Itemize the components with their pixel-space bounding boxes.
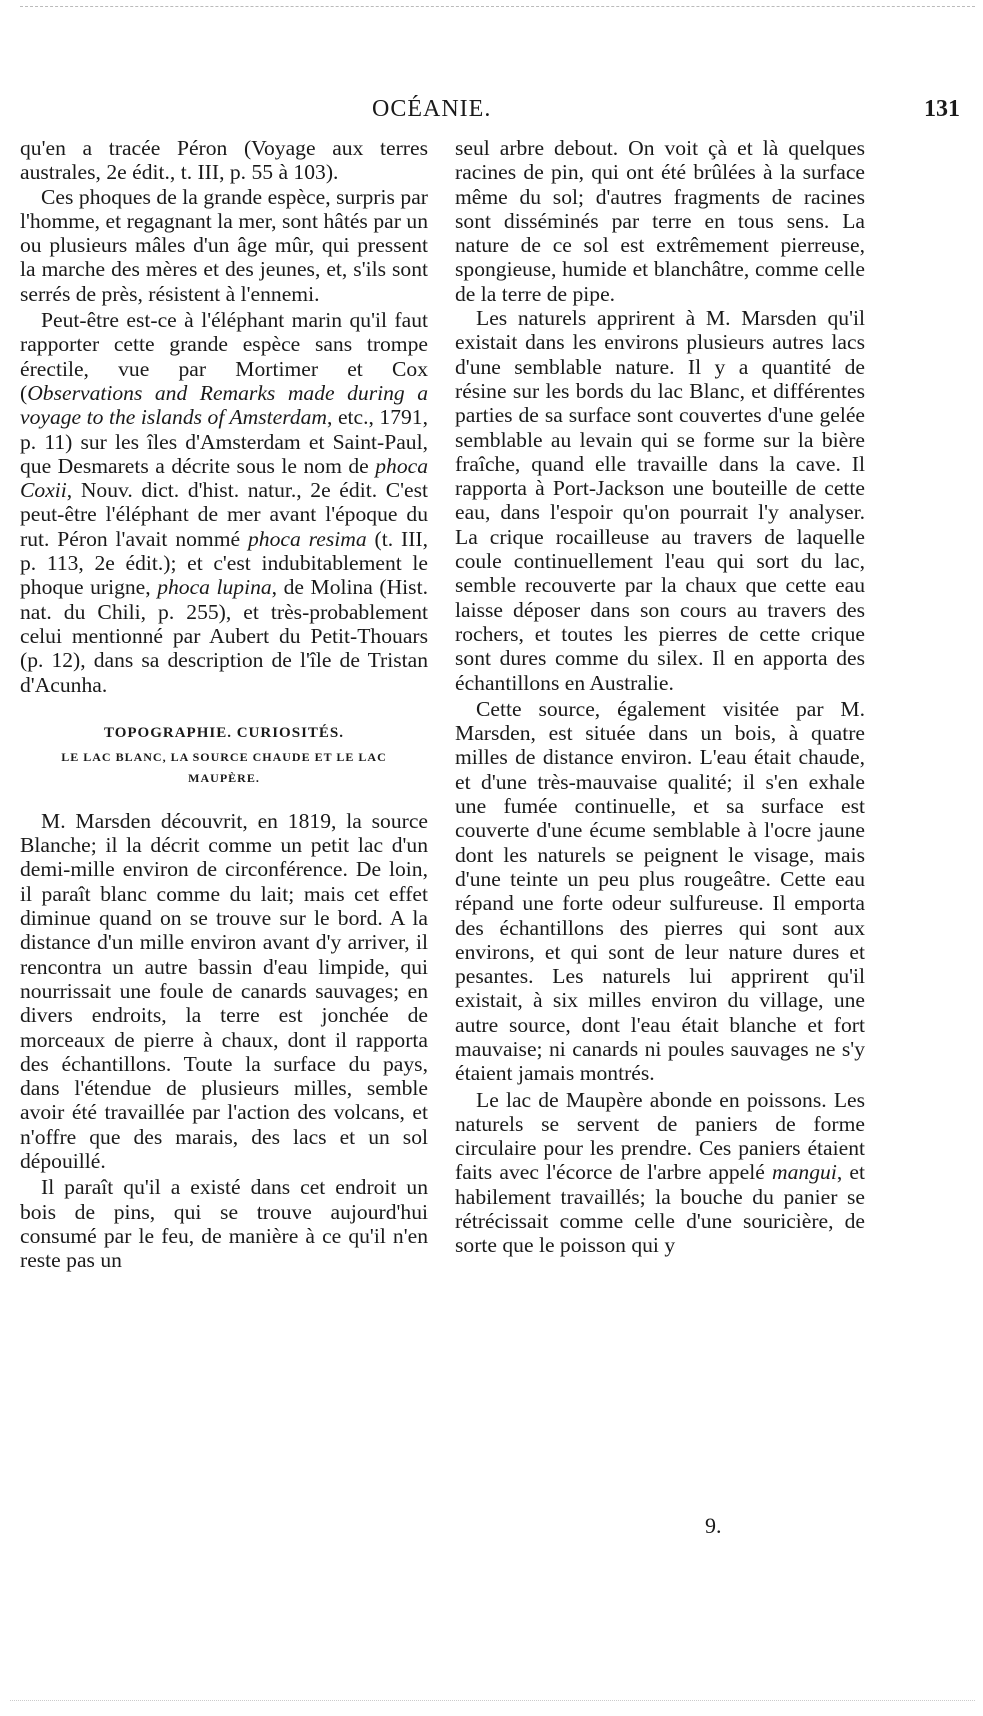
section-heading: TOPOGRAPHIE. CURIOSITÉS. (103, 724, 345, 741)
paragraph: Ces phoques de la grande espèce, surpris par l'homme, et regagnant la mer, sont hâtés par un ou plusieurs mâles d'un âge mûr, qui pressent la marche des mères et des jeunes, et, s'ils sont serrés de près, résistent à l'ennemi. (20, 184, 428, 306)
italic-title: Observations and Remarks made during a voyage to the islands of Amsterdam (20, 380, 428, 430)
right-column (455, 136, 865, 1258)
italic-species: phoca Coxii (20, 453, 428, 503)
text-run: , de Molina (Hist. nat. du Chili, p. 255), et très-probablement celui mentionné par Aubert du Petit-Thouars (p. 12), dans sa description de l'île de Tristan d'Acunha. (20, 575, 428, 697)
text-run: , etc., 1791, p. 11) sur les îles d'Amsterdam et Saint-Paul, que Desmarets a décrite sous le nom de (20, 405, 428, 478)
italic-species: phoca resima (247, 526, 367, 551)
italic-term: mangui (772, 1160, 837, 1185)
text-run: Le lac de Maupère abonde en poissons. Les naturels se servent de paniers de forme circulaire pour les prendre. Ces paniers étaient faits avec l'écorce de l'arbre appelé (455, 1087, 865, 1185)
signature-mark: 9. (705, 1513, 722, 1538)
paragraph (20, 308, 428, 697)
text-run: (t. III, p. 113, 2e édit.); et c'est indubitablement le phoque urigne, (20, 526, 428, 600)
paragraph: Cette source, également visitée par M. Marsden, est située dans un bois, à quatre milles de distance environ. L'eau était chaude, et d'une très-mauvaise qualité; il s'en exhale une fumée continuelle, et sa surface est couverte d'une écume semblable à l'ocre jaune dont les naturels se peignent le visage, mais d'une teinte un peu plus rougeâtre. Cette eau répand une forte odeur sulfureuse. Il emporta des échantillons des pierres qui sont aux environs, et qui sont de leur nature dures et pesantes. Les naturels lui apprirent qu'il existait, à six milles environ du village, une autre source, dont l'eau était blanche et fort mauvaise; ni canards ni poules sauvages ne s'y étaient jamais montrés. (455, 696, 865, 1086)
paragraph: M. Marsden découvrit, en 1819, la source Blanche; il la décrit comme un petit lac d'un demi-mille environ de circonférence. De loin, il paraît blanc comme du lait; mais cet effet diminue quand on se trouve sur le bord. A la distance d'un mille environ avant d'y arriver, il rencontra un autre bassin d'eau limpide, qui nourrissait une foule de canards sauvages; en divers endroits, la terre est jonchée de morceaux de pierre à chaux, dont il rapporta des échantillons. Toute la surface du pays, dans l'étendue de plusieurs milles, semble avoir été travaillée par l'action des volcans, et n'offre que des marais, des lacs et un sol dépouillé. (20, 808, 428, 1173)
paragraph: seul arbre debout. On voit çà et là quelques racines de pin, qui ont été brûlées à la surface même du sol; d'autres fragments de racines sont disséminés par terre en tous sens. La nature de ce sol est extrêmement pierreuse, spongieuse, humide et blanchâtre, comme celle de la terre de pipe. (455, 136, 865, 306)
paragraph (455, 1088, 865, 1258)
page-number: 131 (924, 96, 960, 122)
top-rule (20, 6, 975, 7)
text-run: , et habilement travaillés; la bouche du panier se rétrécissait comme celle d'une souricière, de sorte que le poisson qui y (455, 1160, 865, 1258)
bottom-rule (10, 1700, 975, 1701)
italic-species: phoca lupina (157, 575, 272, 600)
left-column (20, 136, 428, 1272)
text-run: , Nouv. dict. d'hist. natur., 2e édit. C'est peut-être l'éléphant de mer avant l'époque du rut. Péron l'avait nommé (20, 478, 428, 551)
paragraph: Les naturels apprirent à M. Marsden qu'il existait dans les environs plusieurs autres lacs d'une semblable nature. Il y a quantité de résine sur les bords du lac Blanc, et différentes parties de sa surface sont couvertes d'une gelée semblable au levain qui se forme sur la bière fraîche, quand elle travaille dans la cave. Il rapporta à Port-Jackson une bouteille de cette eau, dans l'espoir qu'on pourrait l'y analyser. La crique rocailleuse au travers de laquelle coule continuellement l'eau qui sort du lac, semble recouverte par la chaux que cette eau laisse déposer dans son cours au travers des rochers, et toutes les pierres de cette crique sont dures comme du silex. Il en apporta des échantillons en Australie. (455, 306, 865, 695)
section-subheading: LE LAC BLANC, LA SOURCE CHAUDE ET LE LAC MAUPÈRE. (61, 749, 387, 785)
paragraph: Il paraît qu'il a existé dans cet endroit un bois de pins, qui se trouve aujourd'hui consumé par le feu, de manière à ce qu'il n'en reste pas un (20, 1175, 428, 1273)
text-run: Peut-être est-ce à l'éléphant marin qu'il faut rapporter cette grande espèce sans trompe érectile, vue par Mortimer et Cox ( (20, 308, 428, 405)
paragraph: qu'en a tracée Péron (Voyage aux terres australes, 2e édit., t. III, p. 55 à 103). (20, 136, 428, 185)
running-title: OCÉANIE. (372, 96, 492, 122)
